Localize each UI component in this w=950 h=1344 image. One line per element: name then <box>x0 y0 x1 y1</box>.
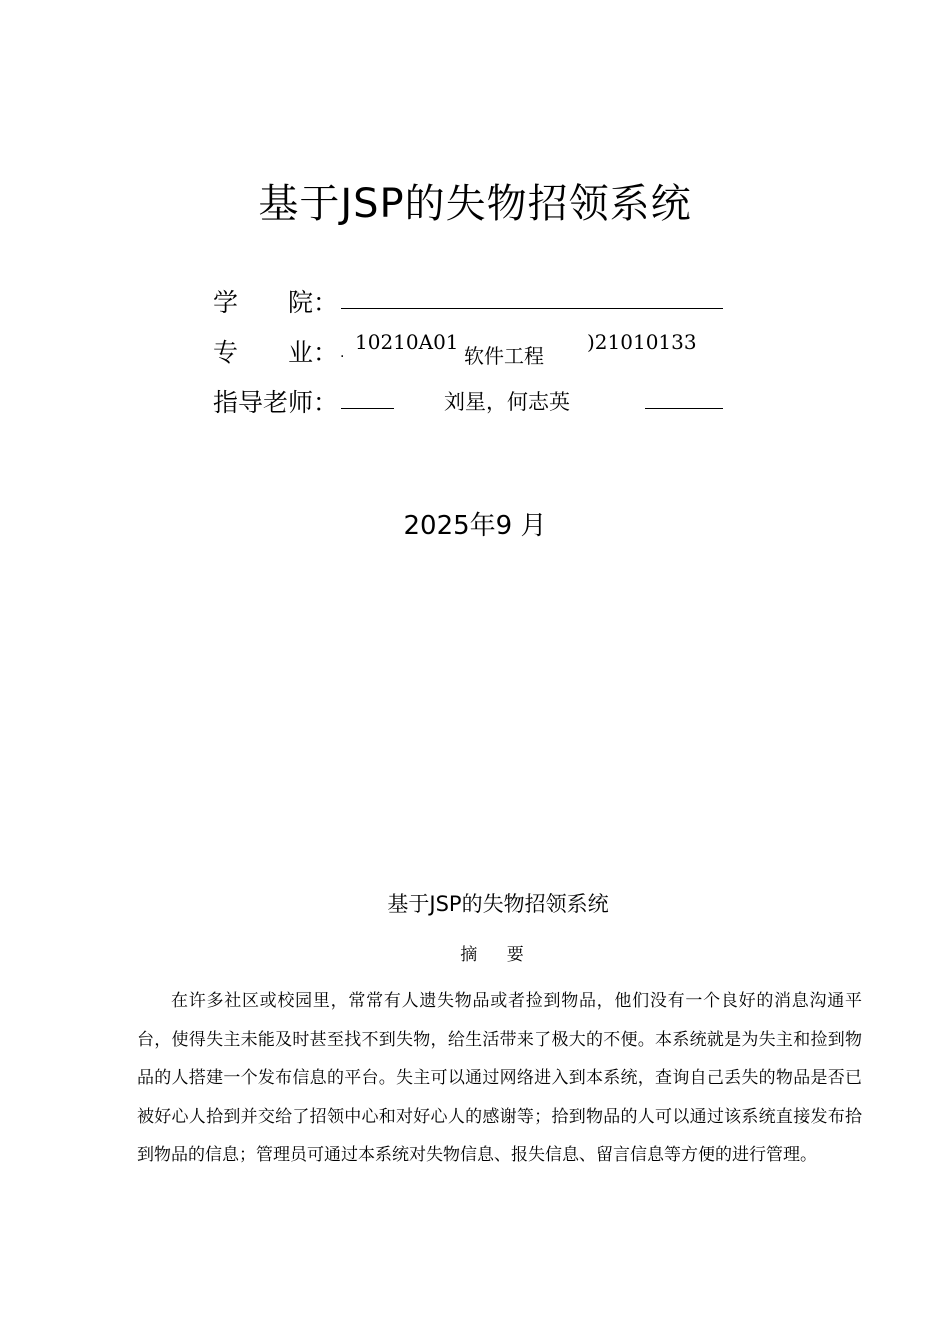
major-dot: . <box>340 345 345 361</box>
college-label: 学 院： <box>213 288 339 317</box>
college-underline <box>341 308 723 309</box>
advisor-underline-left <box>341 408 394 409</box>
advisor-underline-right <box>645 408 723 409</box>
abstract-heading: 摘 要 <box>460 945 536 965</box>
advisor-names: 刘星，何志英 <box>444 390 570 414</box>
student-id: )21010133 <box>587 330 697 354</box>
abstract-body: 在许多社区或校园里，常常有人遗失物品或者捡到物品，他们没有一个良好的消息沟通平台，使得失主未能及时甚至找不到失物，给生活带来了极大的不便。本系统就是为失主和捡到物品的人搭建一个发布信息的平台。失主可以通过网络进入到本系统，查询自己丢失的物品是否已被好心人拾到并交给了招领中心和对好心人的感谢等；拾到物品的人可以通过该系统直接发布拾到物品的信息；管理员可通过本系统对失物信息、报失信息、留言信息等方便的进行管理。 <box>137 991 862 1165</box>
major-code: 10210A01 <box>355 330 459 354</box>
major-name: 软件工程 <box>464 344 544 368</box>
major-label: 专 业： <box>213 338 339 367</box>
abstract-title: 基于JSP的失物招领系统 <box>387 892 609 916</box>
cover-date: 2025年9 月 <box>403 511 547 541</box>
advisor-label: 指导老师： <box>213 388 339 417</box>
cover-title: 基于JSP的失物招领系统 <box>258 181 692 227</box>
